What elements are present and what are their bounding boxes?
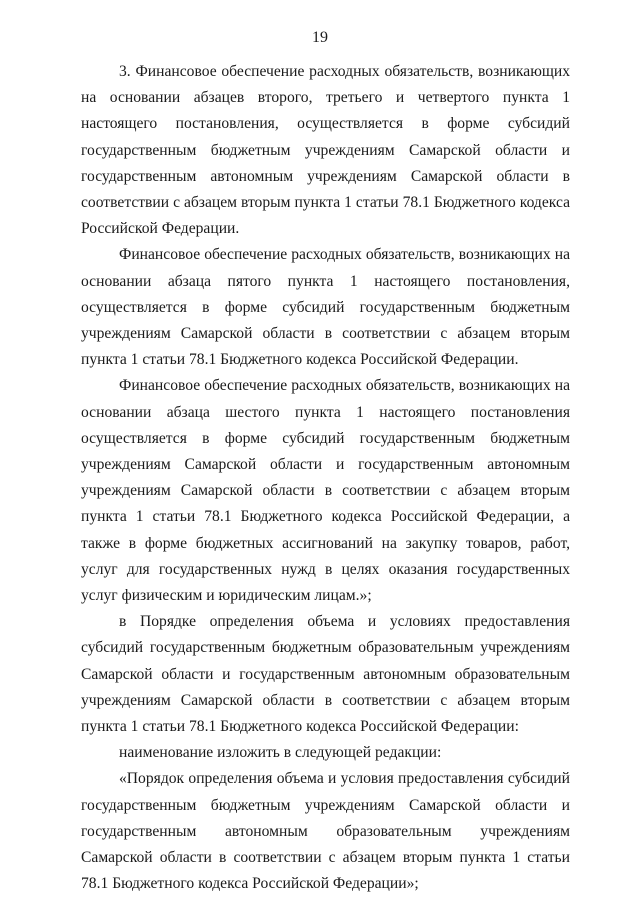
paragraph-new-title: «Порядок определения объема и условия предоставления субсидий государственным бюджетным учреждениям Самарской области и государственным автономным образовательным учреждениям Самарской области в соответствии с абзацем вторым пункта 1 статьи 78.1 Бюджетного кодекса Российской Федерации»; — [81, 770, 570, 893]
paragraph-title-change: наименование изложить в следующей редакции: — [119, 744, 442, 762]
paragraph-procedure-intro: в Порядке определения объема и условиях предоставления субсидий государственным бюджетным образовательным учреждениям Самарской области и государственным автономным образовательным учреждениям Самарской области в соответствии с абзацем вторым пункта 1 статьи 78.1 Бюджетного кодекса Российской Федерации: — [81, 613, 570, 736]
paragraph-financing-abzac-6: Финансовое обеспечение расходных обязательств, возникающих на основании абзаца шестого пункта 1 настоящего постановления осуществляется в форме субсидий государственным бюджетным учреждениям Самарской области и государственным автономным учреждениям Самарской области в соответствии с абзацем вторым пункта 1 статьи 78.1 Бюджетного кодекса Российской Федерации, а также в форме бюджетных ассигнований на закупку товаров, работ, услуг для государственных нужд в целях оказания государственных услуг физическим и юридическим лицам.»; — [81, 377, 570, 605]
paragraph-financing-clause-3: 3. Финансовое обеспечение расходных обязательств, возникающих на основании абзацев второго, третьего и четвертого пункта 1 настоящего постановления, осуществляется в форме субсидий государственным бюджетным учреждениям Самарской области и государственным автономным учреждениям Самарской области в соответствии с абзацем вторым пункта 1 статьи 78.1 Бюджетного кодекса Российской Федерации. — [81, 63, 570, 238]
document-body — [81, 59, 570, 898]
paragraph-financing-abzac-5: Финансовое обеспечение расходных обязательств, возникающих на основании абзаца пятого пункта 1 настоящего постановления, осуществляется в форме субсидий государственным бюджетным учреждениям Самарской области в соответствии с абзацем вторым пункта 1 статьи 78.1 Бюджетного кодекса Российской Федерации. — [81, 246, 570, 369]
page-number: 19 — [312, 29, 328, 46]
